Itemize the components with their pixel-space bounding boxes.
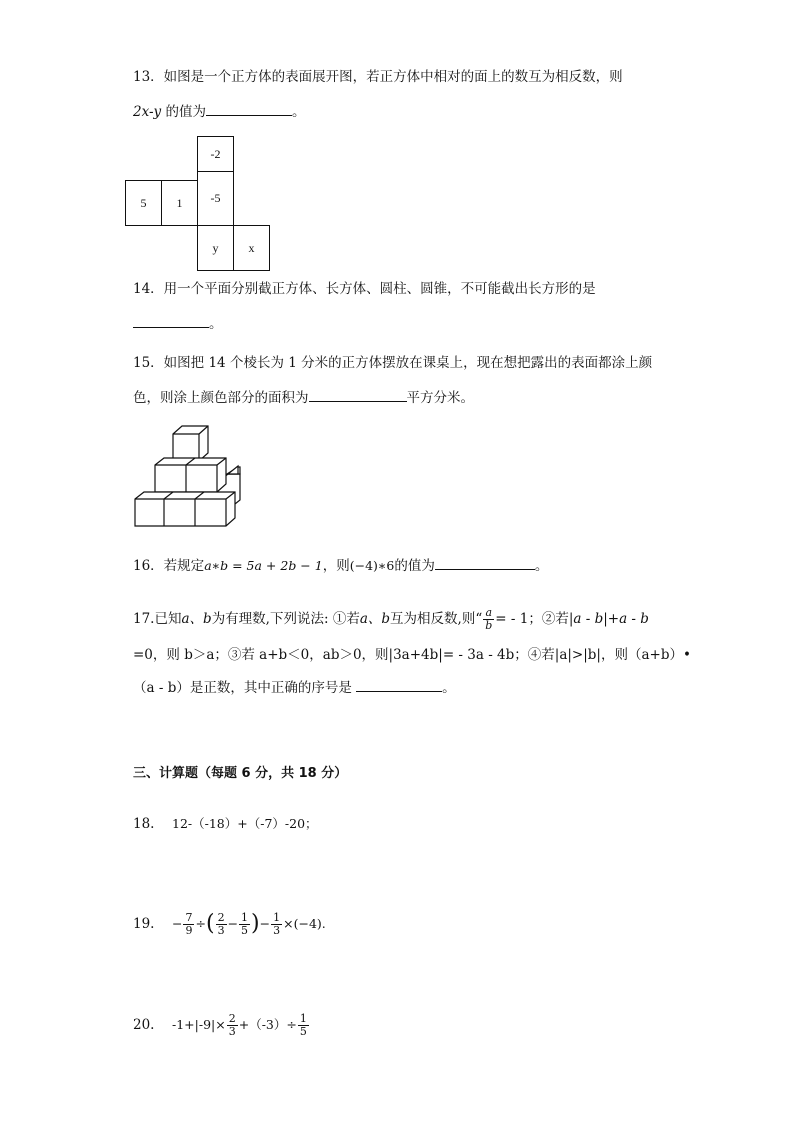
q16-suffix: 的值为 — [394, 558, 435, 574]
q13-answer-blank[interactable] — [206, 101, 292, 116]
q17-line3 — [133, 677, 456, 697]
q13-line2 — [133, 101, 305, 121]
q19-minus: − — [227, 916, 239, 931]
q19-paren-open: ( — [205, 911, 215, 936]
q20-expression — [172, 1004, 310, 1046]
q17-ab-2: a、b — [359, 611, 391, 627]
q17-text-b: 为有理数,下列说法: ①若 — [211, 611, 360, 627]
q14-line1: 14．用一个平面分别截正方体、长方体、圆柱、圆锥，不可能截出长方形的是 — [133, 281, 596, 297]
q17-text-f: |+ — [603, 611, 620, 627]
q17-frac-num: a — [485, 606, 493, 619]
q13-expression: 2x-y — [133, 104, 162, 120]
q16-prefix: 16．若规定 — [133, 558, 205, 574]
q14-answer-blank[interactable] — [133, 313, 209, 328]
q17-end: 。 — [442, 680, 456, 696]
q15-line1: 15．如图把 14 个棱长为 1 分米的正方体摆放在课桌上，现在想把露出的表面都涂上颜 — [133, 355, 653, 371]
q17-text-a: 17.已知 — [133, 611, 182, 627]
q13-text: 的值为 — [161, 104, 206, 120]
q19-minus-2: − — [259, 916, 271, 931]
net-cell-top: -2 — [197, 136, 234, 172]
q14-line2 — [133, 313, 223, 333]
q17-text-d: = - 1；②若| — [495, 611, 574, 627]
q17-line1 — [133, 607, 649, 632]
net-cell-mid-right: -5 — [197, 171, 234, 226]
q19-number: 19. — [133, 916, 155, 932]
q18-expression: 12-（-18）+（-7）-20； — [172, 816, 318, 831]
q15-text: 色，则涂上颜色部分的面积为 — [133, 390, 309, 406]
net-cell-bottom-right: x — [233, 225, 270, 271]
q17-frac-den: b — [485, 619, 493, 632]
q19-tail: ×(−4). — [283, 916, 326, 931]
q19-paren-close: ) — [251, 911, 260, 936]
q19-lead: − — [172, 916, 183, 931]
q17-line2: =0，则 b＞a；③若 a+b＜0，ab＞0，则|3a+4b|= - 3a - 4b；④若|a|>|b|，则（a+b）• — [133, 647, 691, 663]
q20-f1-den: 3 — [228, 1024, 236, 1038]
q20-number: 20. — [133, 1017, 155, 1033]
q19-frac-2 — [216, 912, 227, 937]
q16-line — [133, 555, 548, 575]
net-cell-mid-left: 5 — [125, 180, 162, 226]
q19-div: ÷ — [195, 916, 206, 931]
q13-end: 。 — [291, 104, 306, 120]
q20-f1-num: 2 — [228, 1011, 236, 1025]
q19-frac-1 — [183, 912, 194, 937]
q19-frac-4 — [271, 912, 282, 937]
section-3-title: 三、计算题（每题 6 分，共 18 分） — [133, 766, 348, 781]
q18-number: 18. — [133, 816, 155, 832]
q20-mid: +（-3）÷ — [238, 1017, 297, 1032]
q13-line1: 13．如图是一个正方体的表面展开图，若正方体中相对的面上的数互为相反数，则 — [133, 69, 623, 85]
net-cell-mid-center: 1 — [161, 180, 198, 226]
q19-f2-den: 3 — [217, 923, 225, 937]
net-cell-bottom-left: y — [197, 225, 234, 271]
q19-f1-den: 9 — [185, 923, 193, 937]
q20-expr: -1+|-9|× — [172, 1017, 226, 1032]
q19-frac-3 — [239, 912, 250, 937]
q20-frac-1 — [227, 1013, 238, 1038]
q17-text-g: a - b — [619, 611, 649, 627]
q19-f3-den: 5 — [241, 923, 249, 937]
q20-f2-den: 5 — [299, 1024, 307, 1038]
q20-f2-num: 1 — [299, 1011, 307, 1025]
q17-text-c: 互为相反数,则“ — [390, 611, 483, 627]
q20-frac-2 — [298, 1013, 309, 1038]
q15-line2 — [133, 387, 474, 407]
cube-stack-figure — [128, 420, 246, 530]
q19-f2-num: 2 — [217, 910, 225, 924]
q16-end: 。 — [534, 558, 549, 574]
q19-f4-den: 3 — [273, 923, 281, 937]
q19-f1-num: 7 — [185, 910, 193, 924]
q17-line3-text: （a - b）是正数，其中正确的序号是 — [133, 680, 352, 696]
q19-expression — [172, 902, 326, 946]
q16-rule: a∗b = 5a + 2b − 1 — [204, 558, 323, 573]
q17-ab-1: a、b — [181, 611, 212, 627]
q19-f4-num: 1 — [273, 910, 281, 924]
q19-f3-num: 1 — [241, 910, 249, 924]
q14-end: 。 — [209, 316, 223, 332]
q17-fraction — [483, 607, 494, 632]
q15-answer-blank[interactable] — [309, 387, 407, 402]
q16-answer-blank[interactable] — [435, 555, 535, 570]
q17-answer-blank[interactable] — [356, 677, 442, 692]
q17-text-e: a - b — [573, 611, 604, 627]
q16-expression: (−4)∗6 — [349, 558, 395, 573]
q15-end: 平方分米。 — [406, 390, 474, 406]
q16-mid: ，则 — [322, 558, 350, 574]
